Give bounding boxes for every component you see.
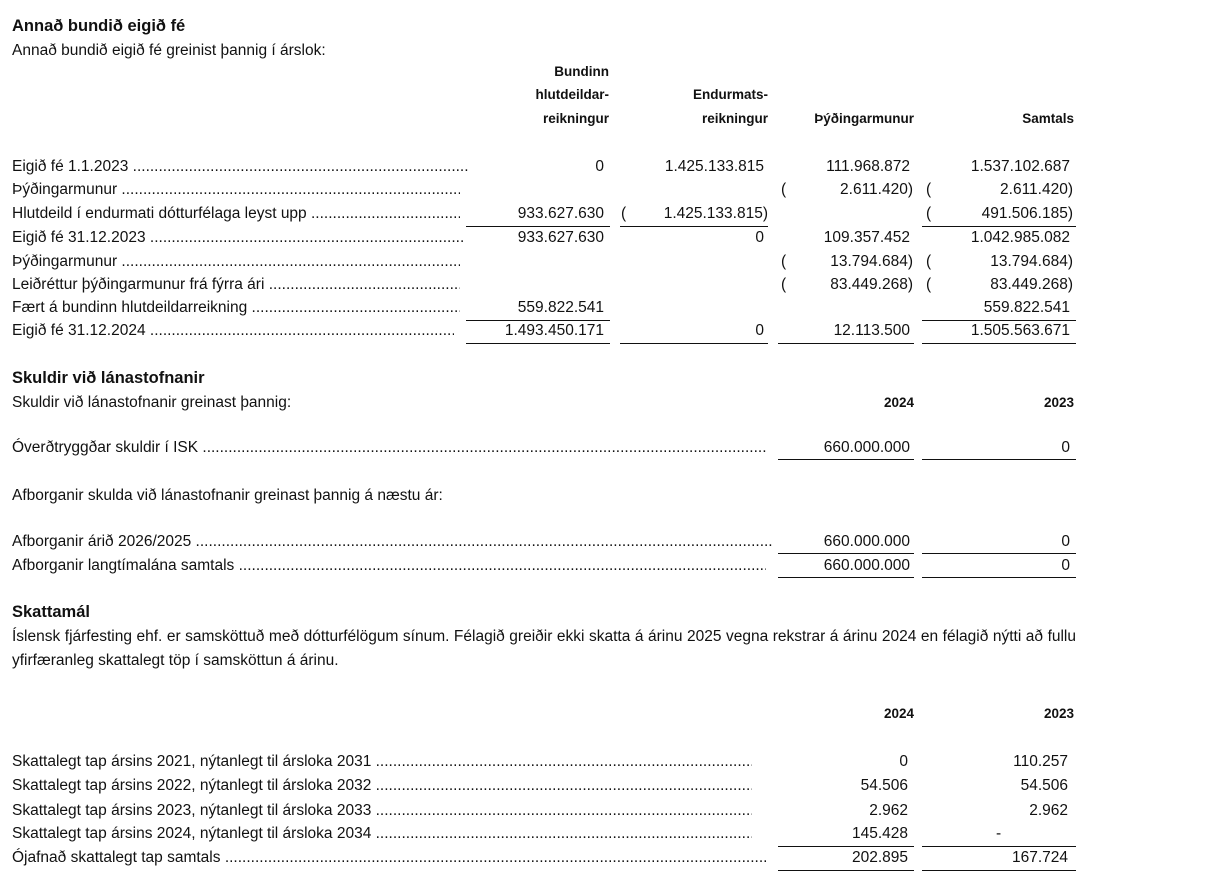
rule — [922, 459, 1076, 460]
equity-cell: 1.493.450.171 — [504, 322, 604, 339]
equity-row-label: Hlutdeild í endurmati dótturfélaga leyst upp ..... — [12, 204, 460, 224]
rule — [620, 226, 768, 227]
tax-cell: 54.506 — [1020, 777, 1068, 794]
paren-open: ( — [926, 253, 932, 270]
rule — [466, 226, 610, 227]
rule — [778, 846, 914, 847]
paren-open: ( — [926, 276, 932, 293]
tax-cell: 54.506 — [860, 777, 908, 794]
tax-cell: 110.257 — [1013, 753, 1068, 770]
tax-cell: 2.962 — [1029, 802, 1068, 819]
section-title-tax: Skattamál — [12, 603, 90, 621]
equity-cell: 0 — [755, 322, 764, 339]
equity-cell: 0 — [595, 158, 604, 175]
repay-cell: 660.000.000 — [823, 557, 910, 574]
rule — [778, 343, 914, 344]
col-header-thydingarmunur: Þýðingarmunur — [814, 111, 914, 126]
tax-cell: 145.428 — [851, 825, 908, 842]
equity-cell: 2.611.420) — [1000, 181, 1073, 198]
debt-cell: 0 — [1061, 439, 1070, 456]
tax-paragraph: Íslensk fjárfesting ehf. er samsköttuð með dótturfélögum sínum. Félagið greiðir ekki skatta á árinu 2025 vegna rekstrar á árinu 2024 en félagið nýtti að fullu yfirfæranleg skattalegt töp í samsköttun á árinu. — [12, 628, 1076, 669]
equity-row-label: Þýðingarmunur ..... — [12, 180, 460, 200]
equity-cell: 559.822.541 — [983, 299, 1070, 316]
paren-open: ( — [781, 276, 787, 293]
tax-cell: 0 — [899, 753, 908, 770]
paren-open: ( — [621, 205, 627, 222]
section-intro-debt: Skuldir við lánastofnanir greinast þannig: — [12, 394, 292, 411]
rule — [620, 343, 768, 344]
section-title-equity: Annað bundið eigið fé — [12, 17, 186, 35]
rule — [922, 870, 1076, 871]
equity-cell: 933.627.630 — [517, 229, 604, 246]
section-title-debt: Skuldir við lánastofnanir — [12, 369, 205, 387]
repay-row-label: Afborganir langtímalána samtals ..... — [12, 556, 766, 576]
rule — [922, 846, 1076, 847]
equity-cell: 2.611.420) — [840, 181, 913, 198]
equity-cell: 83.449.268) — [830, 276, 913, 293]
equity-row-label: Eigið fé 31.12.2023 ..... — [12, 228, 464, 248]
col-header-2024: 2024 — [883, 395, 914, 410]
rule — [778, 577, 914, 578]
rule — [922, 343, 1076, 344]
rule — [922, 226, 1076, 227]
equity-row-label: Fært á bundinn hlutdeildarreikning ..... — [12, 298, 460, 318]
equity-cell: 1.425.133.815) — [663, 205, 768, 222]
col-header-bundinn-2: hlutdeildar- — [535, 87, 609, 102]
repay-cell: 0 — [1061, 557, 1070, 574]
debt-row-label: Óverðtryggðar skuldir í ISK ..... — [12, 438, 766, 458]
tax-cell: 2.962 — [869, 802, 908, 819]
paren-open: ( — [781, 181, 787, 198]
rule — [922, 320, 1076, 321]
section-intro-equity: Annað bundið eigið fé greinist þannig í árslok: — [12, 42, 326, 59]
equity-cell: 1.425.133.815 — [664, 158, 764, 175]
repay-cell: 660.000.000 — [823, 533, 910, 550]
rule — [778, 553, 914, 554]
equity-cell: 12.113.500 — [833, 322, 910, 339]
rule — [922, 577, 1076, 578]
repayment-intro: Afborganir skulda við lánastofnanir greinast þannig á næstu ár: — [12, 487, 443, 504]
paren-open: ( — [926, 181, 932, 198]
equity-row-label: Eigið fé 1.1.2023 ..... — [12, 157, 468, 177]
rule — [778, 870, 914, 871]
rule — [922, 553, 1076, 554]
repay-cell: 0 — [1061, 533, 1070, 550]
equity-row-label: Eigið fé 31.12.2024 ..... — [12, 321, 454, 341]
equity-cell: 491.506.185) — [981, 205, 1073, 222]
tax-cell: - — [996, 825, 1002, 842]
tax-row-label: Skattalegt tap ársins 2023, nýtanlegt til ársloka 2033 ..... — [12, 801, 752, 821]
rule — [778, 459, 914, 460]
tax-cell: 202.895 — [851, 849, 908, 866]
equity-row-label: Leiðréttur þýðingarmunur frá fýrra ári ..... — [12, 275, 460, 295]
tax-cell: 167.724 — [1011, 849, 1068, 866]
tax-row-label: Skattalegt tap ársins 2021, nýtanlegt til ársloka 2031 ..... — [12, 752, 752, 772]
equity-cell: 109.357.452 — [823, 229, 910, 246]
equity-cell: 1.537.102.687 — [970, 158, 1070, 175]
equity-cell: 13.794.684) — [830, 253, 913, 270]
equity-cell: 13.794.684) — [990, 253, 1073, 270]
tax-row-label: Skattalegt tap ársins 2024, nýtanlegt til ársloka 2034 ..... — [12, 824, 752, 844]
col-header-bundinn-1: Bundinn — [554, 64, 609, 79]
equity-cell: 111.968.872 — [826, 158, 910, 175]
repay-row-label: Afborganir árið 2026/2025 ..... — [12, 532, 772, 552]
debt-cell: 660.000.000 — [823, 439, 910, 456]
tax-row-label: Skattalegt tap ársins 2022, nýtanlegt til ársloka 2032 ..... — [12, 776, 752, 796]
equity-cell: 0 — [755, 229, 764, 246]
paren-open: ( — [781, 253, 787, 270]
col-header-2023: 2023 — [1043, 706, 1074, 721]
col-header-endurmats-1: Endurmats- — [692, 87, 768, 102]
equity-cell: 1.505.563.671 — [970, 322, 1070, 339]
col-header-2023: 2023 — [1043, 395, 1074, 410]
rule — [466, 343, 610, 344]
equity-cell: 1.042.985.082 — [970, 229, 1070, 246]
paren-open: ( — [926, 205, 932, 222]
col-header-endurmats-2: reikningur — [701, 111, 768, 126]
col-header-2024: 2024 — [883, 706, 914, 721]
equity-cell: 83.449.268) — [990, 276, 1073, 293]
equity-row-label: Þýðingarmunur ..... — [12, 252, 460, 272]
rule — [466, 320, 610, 321]
col-header-samtals: Samtals — [1022, 111, 1074, 126]
col-header-bundinn-3: reikningur — [542, 111, 609, 126]
equity-cell: 933.627.630 — [517, 205, 604, 222]
tax-row-label: Ójafnað skattalegt tap samtals ..... — [12, 848, 766, 868]
equity-cell: 559.822.541 — [517, 299, 604, 316]
